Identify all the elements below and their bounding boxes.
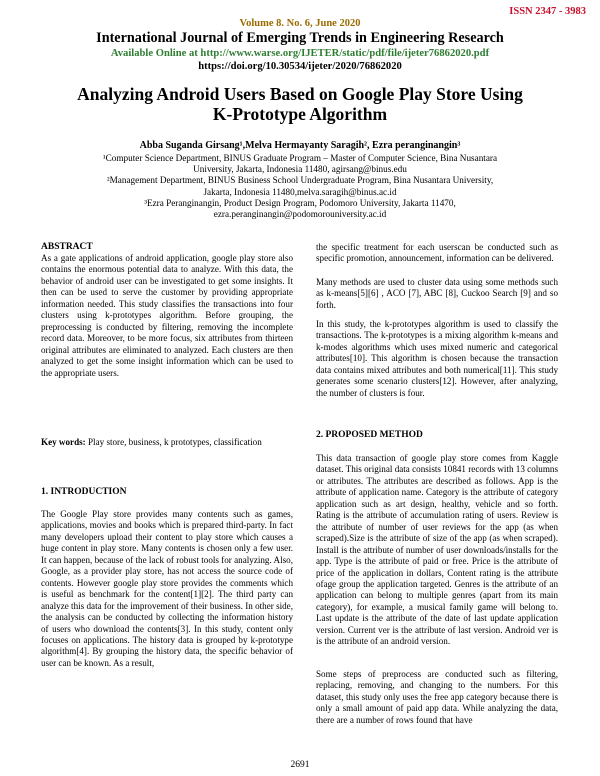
affiliation-line: ezra.peranginangin@podomorouniversity.ac.id [213,209,387,220]
affiliation-line: ²Management Department, BINUS Business School Undergraduate Program, Bina Nusantara University, [106,175,494,186]
paper-title [0,84,600,124]
doi-link[interactable]: https://doi.org/10.30534/ijeter/2020/76862020 [198,61,402,72]
right-paragraph-1: the specific treatment for each userscan be conducted such as specific promotion, announcement, information can be delivered. [316,242,558,264]
affiliation-line: ¹Computer Science Department, BINUS Graduate Program – Master of Computer Science, Bina Nusantara [102,153,498,163]
introduction-heading: 1. INTRODUCTION [41,487,127,497]
affiliation-line: University, Jakarta, Indonesia 11480, agirsang@binus.edu [193,164,407,175]
keywords-label: Key words: [41,437,86,447]
author-list: Abba Suganda Girsang¹,Melva Hermayanty Saragih², Ezra peranginangin³ [139,140,461,151]
paper-title-line2: K-Prototype Algorithm [212,104,388,124]
right-paragraph-2: Many methods are used to cluster data using some methods such as k-means[5][6] , ACO [7], ABC [8], Cuckoo Search [9] and so forth. [316,277,558,310]
abstract-text: As a gate applications of android application, google play store also contains the enormous potential data to analyze. With this data, the behavior of android user can be investigated to get some insights. It then can be used to serve the customer by providing appropriate information needed. This study classifies the transactions into four clusters using k-prototypes algorithm. Before grouping, the preprocessing is conducted by filtering, removing the incomplete record data. Moreover, to be more focus, six attributes from thirteen original attributes are eliminated to analyzed. Each clusters are then analyzed to get the some insight information which can be used to the appropriate users. [41,253,293,378]
affiliations [0,153,600,220]
affiliation-line: ³Ezra Peranginangin, Product Design Program, Podomoro University, Jakarta 11470, [144,197,456,208]
right-paragraph-3: In this study, the k-prototypes algorithm is used to classify the transactions. The k-prototypes is a mixing algorithm k-means and k-modes algorithms which uses mixed numeric and categorical attributes[10]. This algorithm is chosen because the transaction data contains mixed attributes and both numerical[11]. This study generates some scenario clusters[12]. However, after analyzing, the number of clusters is four. [316,319,558,398]
volume-line: Volume 8. No. 6, June 2020 [239,18,361,29]
affiliation-line: Jakarta, Indonesia 11480,melva.saragih@binus.ac.id [203,186,397,197]
right-paragraph-5: Some steps of preprocess are conducted such as filtering, replacing, removing, and changing to the numbers. For this dataset, this study only uses the free app category because there is only a small amount of paid app data. While analyzing the data, there are a number of rows found that have [316,669,558,725]
available-online-link[interactable]: Available Online at http://www.warse.org/IJETER/static/pdf/file/ijeter76862020.pdf [110,48,490,59]
keywords-text: Play store, business, k prototypes, classification [88,437,262,447]
abstract-heading: ABSTRACT [41,242,93,252]
paper-title-line1: Analyzing Android Users Based on Google Play Store Using [77,84,523,104]
proposed-method-heading: 2. PROPOSED METHOD [316,430,423,440]
page-number: 2691 [290,760,310,770]
journal-title: International Journal of Emerging Trends in Engineering Research [96,30,504,46]
keywords [41,437,293,448]
introduction-text: The Google Play store provides many contents such as games, applications, movies and books which is prepared third-party. In fact many developers upload their content to play store which causes a huge content in play store. Many contents is chosen only a few user. It can happen, because of the lack of robust tools for analyzing. Also, Google, as a provider play store, has not access the source code of contents. However google play store provides the comments which is useful as benchmark for the content[1][2]. The third party can analyze this data for the improvement of their business. In other side, the analysis can be conducted by collecting the information history of users who download the contents[3]. In this study, content only focuses on applications. The history data is grouped by k-prototype algorithm[4]. By grouping the history data, the specific behavior of user can be known. As a result, [41,509,293,668]
right-paragraph-4: This data transaction of google play store comes from Kaggle dataset. This original data consists 10841 records with 13 columns or attributes. The attributes are described as follows. App is the attribute of application name. Category is the attribute of category application such as art design, healthy, vehicle and so forth. Rating is the attribute of accumulation rating of users. Review is the attribute of number of user reviews for the app (as when scraped).Size is the attribute of size of the app (as when scraped). Install is the attribute of number of user downloads/installs for the app. Type is the attribute of paid or free. Price is the attribute of price of the application in dollars, Content rating is the attribute ofage group the application targeted. Genres is the attribute of an application can belong to multiple genres (apart from its main category), for example, a musical family game will belong to. Last update is the attribute of the date of last update application version. Current ver is the attribute of last version. Android ver is is the attribute of an android version. [316,453,558,647]
issn-label: ISSN 2347 - 3983 [509,6,586,17]
